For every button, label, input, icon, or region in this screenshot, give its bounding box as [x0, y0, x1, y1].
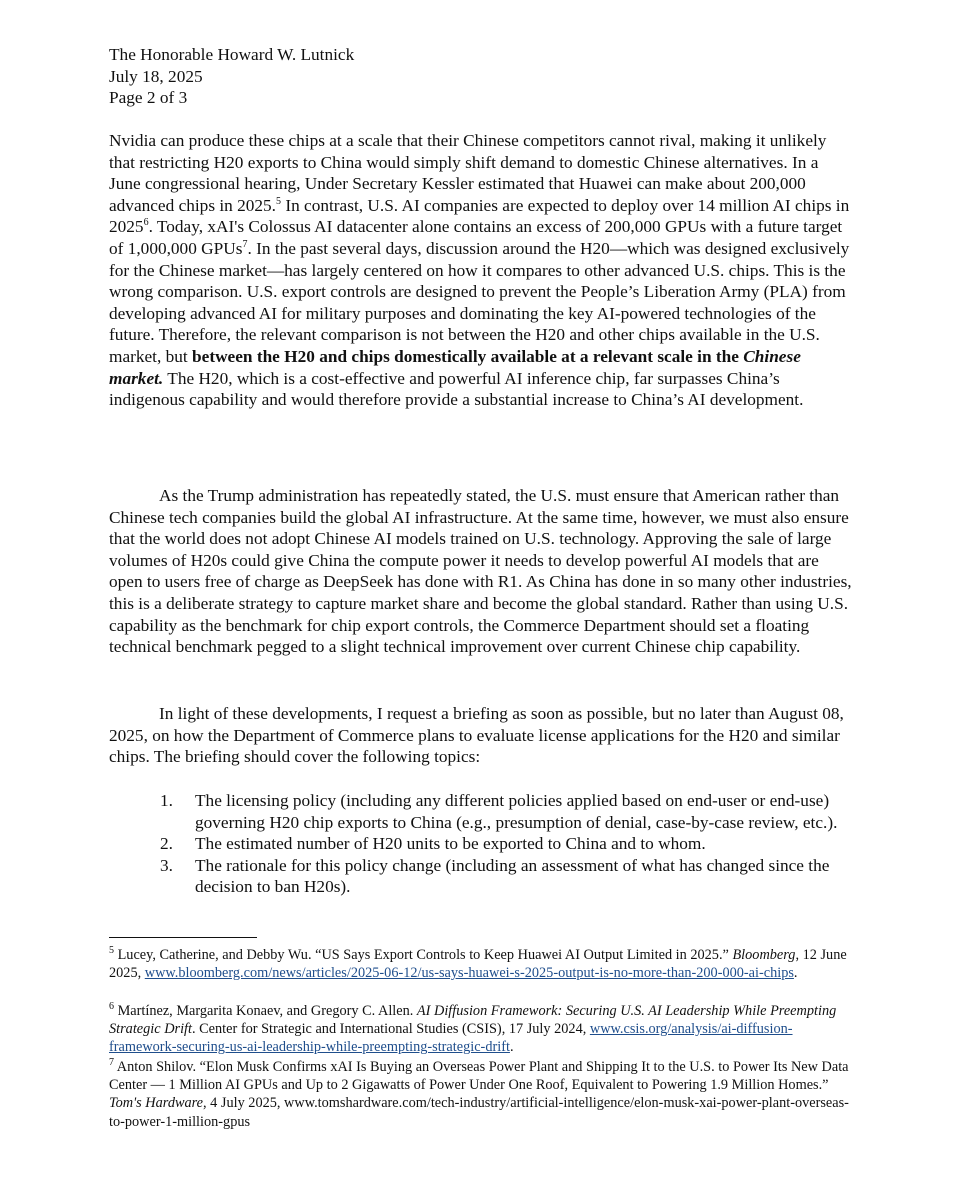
footnote-end: .	[509, 1039, 514, 1056]
footnote-publication: Tom's Hardware	[109, 1095, 204, 1112]
footnote-ref-6: 6	[143, 217, 149, 229]
paragraph-1-bold-span: between the H20 and chips domestically available at a relevant scale in the	[192, 346, 744, 366]
list-item-number: 2.	[160, 834, 173, 854]
footnote-text: Lucey, Catherine, and Debby Wu. “US Says Export Controls to Keep Huawei AI Output Limited in 2025.”	[114, 947, 733, 963]
footnote-text: Anton Shilov. “Elon Musk Confirms xAI Is Buying an Overseas Power Plant and Shipping It to the U.S. to Power Its New Data Center — 1 Million AI GPUs and Up to 2 Gigawatts of Power Under One Roof, Equivalent to Powering 1.9 Million Homes.”	[109, 1059, 849, 1094]
footnote-details: , 12 June 2025,	[109, 947, 847, 982]
footnote-link[interactable]: www.csis.org/analysis/ai-diffusion-framework-securing-us-ai-leadership-while-preempting-strategic-drift	[109, 1021, 793, 1056]
paragraph-1-text-a: Nvidia can produce these chips at a scale that their Chinese competitors cannot rival, making it unlikely that restricting H20 exports to China would simply shift demand to domestic Chinese alternatives. In a June congressional hearing, Under Secretary Kessler estimated that Huawei can make about 200,000 advanced chips in 2025.	[109, 131, 827, 215]
list-item-text: The rationale for this policy change (including an assessment of what has changed since the decision to ban H20s).	[195, 855, 830, 897]
recipient-line: The Honorable Howard W. Lutnick	[109, 45, 355, 64]
footnote-6	[109, 1002, 859, 1057]
footnote-divider	[109, 937, 257, 938]
footnote-end: .	[793, 965, 798, 982]
footnote-7	[109, 1058, 859, 1131]
list-item-text: The estimated number of H20 units to be exported to China and to whom.	[195, 834, 706, 854]
list-item-number: 3.	[160, 855, 173, 875]
briefing-topics-list	[160, 790, 850, 898]
paragraph-1-text-e: The H20, which is a cost-effective and powerful AI inference chip, far surpasses China’s indigenous capability and would therefore provide a substantial increase to China’s AI development.	[109, 368, 804, 410]
page-number-line: Page 2 of 3	[109, 88, 188, 107]
list-item	[160, 790, 850, 833]
footnote-publication: Bloomberg	[732, 947, 796, 963]
footnote-ref-5: 5	[276, 196, 282, 208]
footnote-5	[109, 946, 859, 982]
paragraph-1-bold-italic-text: Chinese market.	[109, 346, 801, 388]
date-line: July 18, 2025	[109, 66, 203, 86]
footnote-text: Martínez, Margarita Konaev, and Gregory C. Allen.	[114, 1003, 417, 1019]
paragraph-1-text-c: . Today, xAI's Colossus AI datacenter alone contains an excess of 200,000 GPUs with a future target of 1,000,000 GPUs	[109, 217, 843, 258]
body-paragraph-1	[109, 130, 853, 411]
footnote-publication: AI Diffusion Framework: Securing U.S. AI Leadership While Preempting Strategic Drift	[109, 1003, 837, 1038]
list-item	[160, 855, 850, 898]
list-item	[160, 833, 850, 855]
footnote-ref-7: 7	[242, 239, 248, 251]
footnote-link[interactable]: www.bloomberg.com/news/articles/2025-06-12/us-says-huawei-s-2025-output-is-no-more-than-200-000-ai-chips	[144, 965, 794, 982]
paragraph-1-text-d: . In the past several days, discussion around the H20—which was designed exclusively for the Chinese market—has largely centered on how it compares to other advanced U.S. chips. This is the wrong comparison. U.S. export controls are designed to prevent the People’s Liberation Army (PLA) from developing advanced AI for military purposes and dominating the key AI-powered technologies of the future. Therefore, the relevant comparison is not between the H20 and other chips available in the U.S. market, but	[109, 238, 850, 366]
footnote-number: 5	[109, 945, 114, 957]
list-item-text: The licensing policy (including any different policies applied based on end-user or end-use) governing H20 chip exports to China (e.g., presumption of denial, case-by-case review, etc.).	[195, 791, 838, 832]
footnote-number: 7	[109, 1057, 114, 1069]
letter-header	[109, 44, 869, 109]
body-paragraph-3: In light of these developments, I request a briefing as soon as possible, but no later than August 08, 2025, on how the Department of Commerce plans to evaluate license applications for the H20 and similar chips. The briefing should cover the following topics:	[109, 704, 844, 767]
body-paragraph-2: As the Trump administration has repeatedly stated, the U.S. must ensure that American rather than Chinese tech companies build the global AI infrastructure. At the same time, however, we must also ensure that the world does not adopt Chinese AI models trained on U.S. technology. Approving the sale of large volumes of H20s could give China the compute power it needs to develop powerful AI models that are open to users free of charge as DeepSeek has done with R1. As China has done in so many other industries, this is a deliberate strategy to capture market share and become the global standard. Rather than using U.S. capability as the benchmark for chip export controls, the Commerce Department should set a floating technical benchmark pegged to a slight technical improvement over current Chinese chip capability.	[109, 486, 852, 657]
footnote-number: 6	[109, 1001, 114, 1013]
paragraph-1-text-b: In contrast, U.S. AI companies are expected to deploy over 14 million AI chips in 2025	[109, 195, 850, 237]
footnote-details: . Center for Strategic and International Studies (CSIS), 17 July 2024,	[192, 1021, 590, 1038]
footnote-details: , 4 July 2025, www.tomshardware.com/tech-industry/artificial-intelligence/elon-musk-xai-power-plant-overseas-to-power-1-million-gpus	[109, 1095, 849, 1130]
list-item-number: 1.	[160, 791, 173, 810]
